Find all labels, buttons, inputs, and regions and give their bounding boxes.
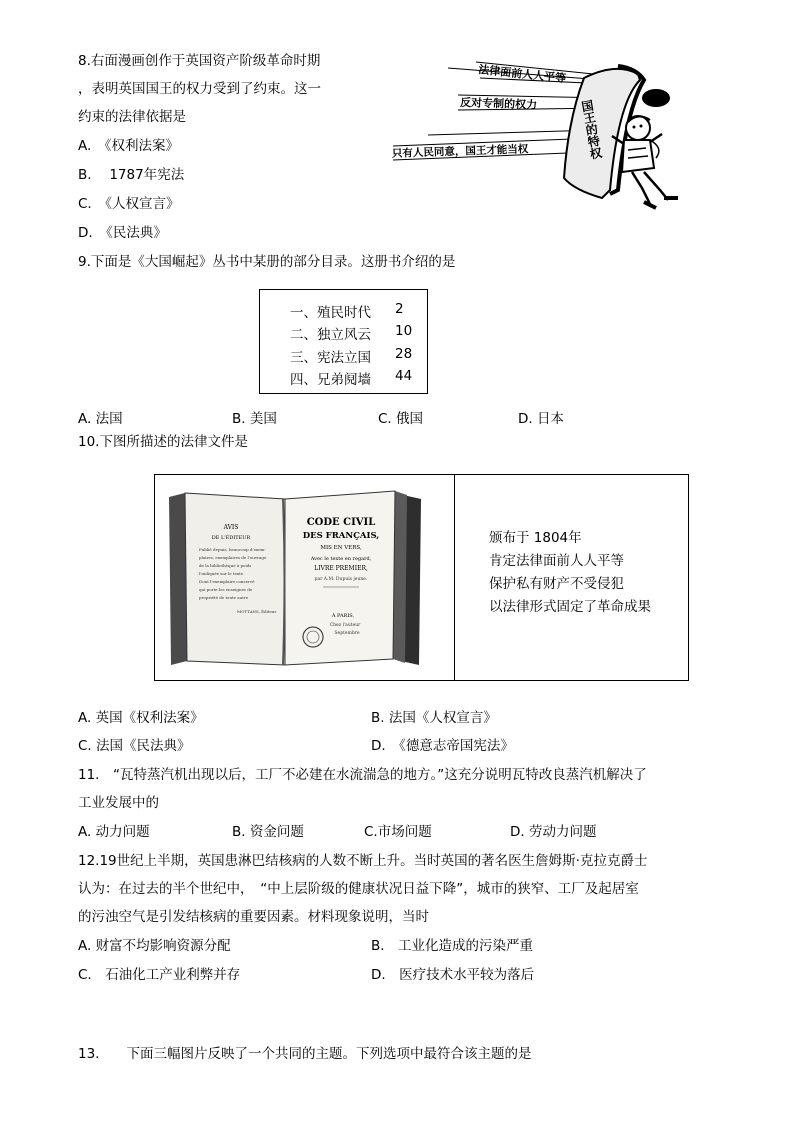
q8-option-a: A. 《权利法案》 <box>78 138 180 154</box>
q9-option-a: A. 法国 <box>78 411 123 427</box>
q11-stem-line-1: 11. “瓦特蒸汽机出现以后，工厂不必建在水流湍急的地方。”这充分说明瓦特改良蒸汽机解决了 <box>78 767 647 783</box>
q8-stem-line-2: ，表明英国国王的权力受到了约束。这一 <box>78 81 321 97</box>
q12-stem-line-3: 的污浊空气是引发结核病的重要因素。材料现象说明，当时 <box>78 909 429 925</box>
left-page-text-8: qui porte les enseignes de <box>199 587 253 592</box>
q8-cartoon <box>388 40 688 212</box>
book-imprint-1: À PARIS, <box>331 613 355 619</box>
toc-page-4: 44 <box>395 368 413 384</box>
q11-option-b: B. 资金问题 <box>232 824 304 840</box>
q10-option-b: B. 法国《人权宣言》 <box>371 710 497 726</box>
q10-figure-box <box>154 474 689 681</box>
arrow-label-3: 只有人民同意，国王才能当权 <box>391 143 529 160</box>
left-page-text-6: l'indiquée sur le texte <box>199 571 244 576</box>
q10-option-d: D. 《德意志帝国宪法》 <box>371 738 514 754</box>
q9-stem: 9.下面是《大国崛起》丛书中某册的部分目录。这册书介绍的是 <box>78 254 456 270</box>
q11-option-d: D. 劳动力问题 <box>510 824 597 840</box>
toc-row-2 <box>290 323 413 343</box>
q12-option-c: C. 石油化工产业利弊并存 <box>78 967 241 983</box>
q11-option-a: A. 动力问题 <box>78 824 150 840</box>
arrow-label-1: 法律面前人人平等 <box>477 63 567 86</box>
toc-title-2: 二、独立风云 <box>290 327 371 343</box>
left-page-text-7: Dont l'exemplaire conservé <box>199 579 255 584</box>
q13-stem: 13. 下面三幅图片反映了一个共同的主题。下列选项中最符合该主题的是 <box>78 1046 532 1062</box>
book-title-line-1: CODE CIVIL <box>306 517 376 528</box>
toc-page-3: 28 <box>395 346 413 362</box>
toc-row-4 <box>290 368 413 388</box>
q8-option-d: D. 《民法典》 <box>78 225 167 241</box>
toc-page-1: 2 <box>395 301 404 317</box>
q9-option-b: B. 美国 <box>232 411 277 427</box>
shield-text: 国王的特权 <box>579 98 604 161</box>
q10-caption-line-4: 以法律形式固定了革命成果 <box>489 599 651 615</box>
book-title-line-2: DES FRANÇAIS, <box>302 531 380 541</box>
left-page-text-1: AVIS <box>223 524 239 531</box>
toc-title-4: 四、兄弟阋墙 <box>290 372 371 388</box>
left-page-text-3: Publié depuis, beaucoup d'exem- <box>199 547 266 552</box>
book-subtitle-1: Avec le texte en regard, <box>310 556 372 562</box>
toc-title-1: 一、殖民时代 <box>290 305 371 321</box>
book-title-line-3: MIS EN VERS, <box>320 545 362 551</box>
arrow-label-2: 反对专制的权力 <box>459 96 538 112</box>
q10-caption-line-2: 肯定法律面前人人平等 <box>489 553 624 569</box>
book-imprint-2: Chez l'auteur <box>329 623 361 628</box>
q12-option-d: D. 医疗技术水平较为落后 <box>371 967 535 983</box>
left-page-text-5: de la bibliothèque à poids <box>199 563 252 568</box>
q9-option-d: D. 日本 <box>518 411 564 427</box>
q10-stem: 10.下图所描述的法律文件是 <box>78 434 248 450</box>
left-page-text-10: MOTTANS, Éditeur <box>237 609 277 614</box>
toc-title-3: 三、宪法立国 <box>290 350 371 366</box>
book-subtitle-2: LIVRE PREMIER, <box>314 565 368 572</box>
q12-option-b: B. 工业化造成的污染严重 <box>371 938 534 954</box>
q10-option-c: C. 法国《民法典》 <box>78 738 191 754</box>
toc-row-3 <box>290 346 413 366</box>
left-page-text-4: plaires, exemplaires de l'ouvrage <box>199 555 267 560</box>
q10-caption-line-1: 颁布于 1804年 <box>489 530 582 546</box>
left-page-text-9: propriété de toute autre <box>199 595 249 600</box>
left-page-text-2: DE L'ÉDITEUR <box>211 535 251 541</box>
q11-option-c: C.市场问题 <box>364 824 432 840</box>
q8-stem-line-3: 约束的法律依据是 <box>78 109 186 125</box>
toc-page-2: 10 <box>395 323 413 339</box>
code-civil-book-image <box>165 489 427 669</box>
q12-stem-line-1: 12.19世纪上半期，英国患淋巴结核病的人数不断上升。当时英国的著名医生詹姆斯·克拉克爵士 <box>78 853 648 869</box>
q12-option-a: A. 财富不均影响资源分配 <box>78 938 231 954</box>
q8-option-c: C. 《人权宣言》 <box>78 196 180 212</box>
q10-divider <box>454 475 455 680</box>
book-imprint-3: Septembre <box>334 631 360 636</box>
q10-option-a: A. 英国《权利法案》 <box>78 710 204 726</box>
toc-row-1 <box>290 301 404 321</box>
q8-stem-line-1: 8.右面漫画创作于英国资产阶级革命时期 <box>78 53 321 69</box>
q8-option-b: B. 1787年宪法 <box>78 167 185 183</box>
q12-stem-line-2: 认为：在过去的半个世纪中， “中上层阶级的健康状况日益下降”，城市的狭窄、工厂及起居室 <box>78 881 639 897</box>
q9-option-c: C. 俄国 <box>378 411 424 427</box>
q10-caption-line-3: 保护私有财产不受侵犯 <box>489 576 624 592</box>
q9-toc-box <box>259 289 428 394</box>
book-subtitle-3: par A.M. Dupuis jeune. <box>314 577 368 582</box>
q11-stem-line-2: 工业发展中的 <box>78 795 159 811</box>
